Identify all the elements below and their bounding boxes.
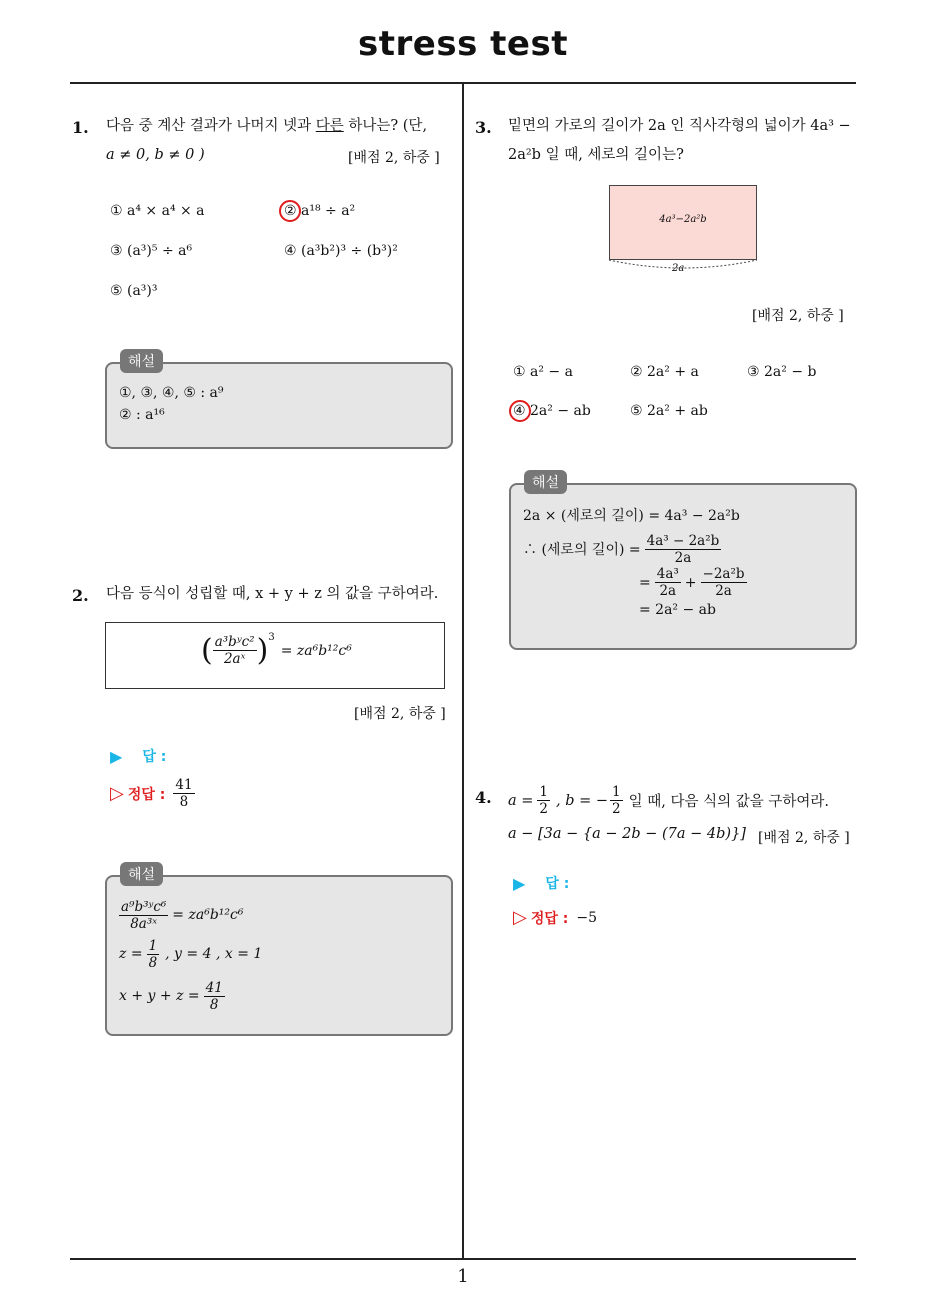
- q4-a-denominator: 2: [539, 801, 548, 817]
- q2-sol-fraction-2: [147, 938, 160, 971]
- q2-number: 2.: [72, 586, 89, 605]
- page-number: 1: [457, 1266, 469, 1287]
- q3-solution-line-3: [639, 566, 747, 599]
- q1-option-2[interactable]: ② a¹⁸ ÷ a²: [284, 203, 356, 219]
- q3-score-meta: [배점 2, 하중 ]: [752, 308, 844, 324]
- page-title: stress test: [358, 24, 568, 64]
- q3-rectangle-figure: [609, 185, 757, 260]
- q1-solution-tag: 해설: [120, 349, 163, 373]
- q4-correct-row: [513, 907, 597, 928]
- q3-sol-numerator-2: 4a³ − 2a²b: [646, 533, 720, 549]
- q2-eq-numerator: a³bʸc²: [214, 634, 255, 650]
- q2-solution-box: [105, 875, 453, 1036]
- q1-option-1[interactable]: ① a⁴ × a⁴ × a: [110, 203, 205, 219]
- q3-sol-numerator-3a: 4a³: [656, 566, 679, 582]
- q4-answer-row: [513, 873, 569, 893]
- q2-correct-fraction: [173, 777, 194, 810]
- q3-figure-base-label: 2a: [672, 263, 685, 274]
- q2-solution-line-2: [119, 933, 262, 975]
- q1-number: 1.: [72, 118, 89, 137]
- q3-option-5[interactable]: ⑤ 2a² + ab: [630, 403, 708, 419]
- q2-sol-numerator-3: 41: [205, 979, 223, 996]
- q3-figure-area-label: 4a³−2a²b: [659, 214, 707, 225]
- q3-sol-fraction-2: [645, 533, 722, 566]
- q2-sol-fraction-3: [204, 980, 225, 1013]
- q1-score-meta: [배점 2, 하중 ]: [348, 150, 440, 166]
- q4-expression: a − [3a − {a − 2b − (7a − 4b)}]: [508, 826, 746, 842]
- q3-sol-denominator-3b: 2a: [715, 583, 732, 599]
- q4-correct-label: 정답 :: [530, 910, 569, 927]
- q1-solution-line-2: ② : a¹⁶: [119, 407, 165, 423]
- q3-sol-fraction-3b: [701, 566, 747, 599]
- q3-sol-denominator-2: 2a: [674, 550, 692, 566]
- q3-option-4[interactable]: ④ 2a² − ab: [513, 403, 591, 419]
- play-filled-icon: ▶: [513, 873, 526, 893]
- q3-question-line-2: 2a²b 일 때, 세로의 길이는?: [508, 147, 684, 163]
- q3-solution-line-4: = 2a² − ab: [639, 602, 716, 618]
- q2-solution-tag: 해설: [120, 862, 163, 886]
- q2-equation-box: [105, 622, 445, 689]
- q3-sol-denominator-3a: 2a: [659, 583, 677, 599]
- q1-solution-box: [105, 362, 453, 449]
- q2-sol-pre-3: x + y + z =: [119, 988, 200, 1004]
- q3-solution-tag: 해설: [524, 470, 567, 494]
- play-outline-icon: ▷: [110, 783, 124, 804]
- column-divider: [462, 84, 464, 1260]
- q1-condition: a ≠ 0, b ≠ 0 ): [106, 147, 205, 163]
- q3-sol-pre-2: ∴ (세로의 길이) =: [523, 541, 641, 558]
- q4-a-pre: a =: [508, 792, 534, 809]
- q2-solution-line-1: [119, 897, 262, 933]
- q3-solution-line-1: 2a × (세로의 길이) = 4a³ − 2a²b: [523, 508, 740, 524]
- q2-sol-post-2: , y = 4 , x = 1: [165, 946, 263, 962]
- play-outline-icon: ▷: [513, 907, 527, 928]
- q2-sol-fraction-1: [119, 899, 168, 932]
- q2-correct-denominator: 8: [179, 794, 189, 810]
- q2-sol-numerator-2: 1: [148, 937, 158, 954]
- q2-sol-denominator-1: 8a³ˣ: [130, 915, 158, 932]
- q4-a-fraction: [537, 784, 550, 817]
- q2-question: 다음 등식이 성립할 때, x + y + z 의 값을 구하여라.: [106, 586, 439, 602]
- q1-text-pre: 다음 중 계산 결과가 나머지 넷과: [106, 118, 316, 134]
- q3-sol-fraction-3a: [655, 566, 681, 599]
- q2-correct-label: 정답 :: [127, 786, 166, 803]
- q2-eq-power: 3: [268, 632, 275, 643]
- q1-text-underlined: 다른: [315, 118, 344, 134]
- q4-answer-label: 답 :: [545, 876, 570, 892]
- q2-eq-denominator: 2aˣ: [223, 651, 246, 667]
- q4-correct-value: −5: [576, 909, 598, 926]
- q2-score-meta: [배점 2, 하중 ]: [354, 706, 446, 722]
- q4-question-text: 일 때, 다음 식의 값을 구하여라.: [628, 794, 829, 810]
- q4-a-numerator: 1: [539, 784, 548, 800]
- q3-sol-numerator-3b: −2a²b: [702, 566, 745, 582]
- q1-question: [106, 112, 456, 141]
- q2-eq-rhs: = za⁶b¹²c⁶: [280, 642, 352, 659]
- q4-score-meta: [배점 2, 하중 ]: [758, 830, 850, 846]
- q2-sol-denominator-2: 8: [148, 954, 158, 971]
- q3-solution-box: [509, 483, 857, 650]
- q4-b-denominator: 2: [612, 801, 621, 817]
- q2-correct-row: [110, 777, 195, 810]
- q4-b-numerator: 1: [612, 784, 621, 800]
- q4-b-pre: , b = −: [556, 792, 609, 809]
- equals-sign: =: [639, 574, 651, 591]
- right-paren: ): [256, 632, 269, 668]
- q1-option-4[interactable]: ④ (a³b²)³ ÷ (b³)²: [284, 243, 398, 259]
- q2-sol-pre-2: z =: [119, 946, 143, 962]
- q2-sol-rhs-1: = za⁶b¹²c⁶: [172, 907, 244, 923]
- q3-option-2[interactable]: ② 2a² + a: [630, 364, 699, 380]
- q2-sol-denominator-3: 8: [209, 996, 219, 1013]
- q2-correct-numerator: 41: [175, 777, 193, 793]
- q2-sol-numerator-1: a⁹b³ʸc⁶: [121, 898, 167, 915]
- q1-option-5[interactable]: ⑤ (a³)³: [110, 283, 158, 299]
- q3-option-3[interactable]: ③ 2a² − b: [747, 364, 817, 380]
- q1-solution-line-1: ①, ③, ④, ⑤ : a⁹: [119, 385, 224, 401]
- q3-solution-line-2: [523, 533, 747, 566]
- q4-question: [508, 784, 829, 817]
- q1-option-3[interactable]: ③ (a³)⁵ ÷ a⁶: [110, 243, 193, 259]
- q2-answer-row: [110, 746, 166, 766]
- q2-eq-fraction: [213, 634, 257, 667]
- plus-sign: +: [684, 574, 697, 591]
- play-filled-icon: ▶: [110, 746, 123, 766]
- q1-text-post: 하나는? (단,: [343, 118, 428, 134]
- q3-option-1[interactable]: ① a² − a: [513, 364, 573, 380]
- footer-rule: [70, 1258, 856, 1260]
- q2-solution-line-3: [119, 975, 262, 1017]
- left-paren: (: [201, 632, 213, 668]
- q2-answer-label: 답 :: [142, 749, 167, 765]
- q3-question-line-1: 밑면의 가로의 길이가 2a 인 직사각형의 넓이가 4a³ −: [508, 118, 851, 134]
- q3-number: 3.: [475, 118, 492, 137]
- q4-number: 4.: [475, 788, 492, 807]
- q4-b-fraction: [610, 784, 623, 817]
